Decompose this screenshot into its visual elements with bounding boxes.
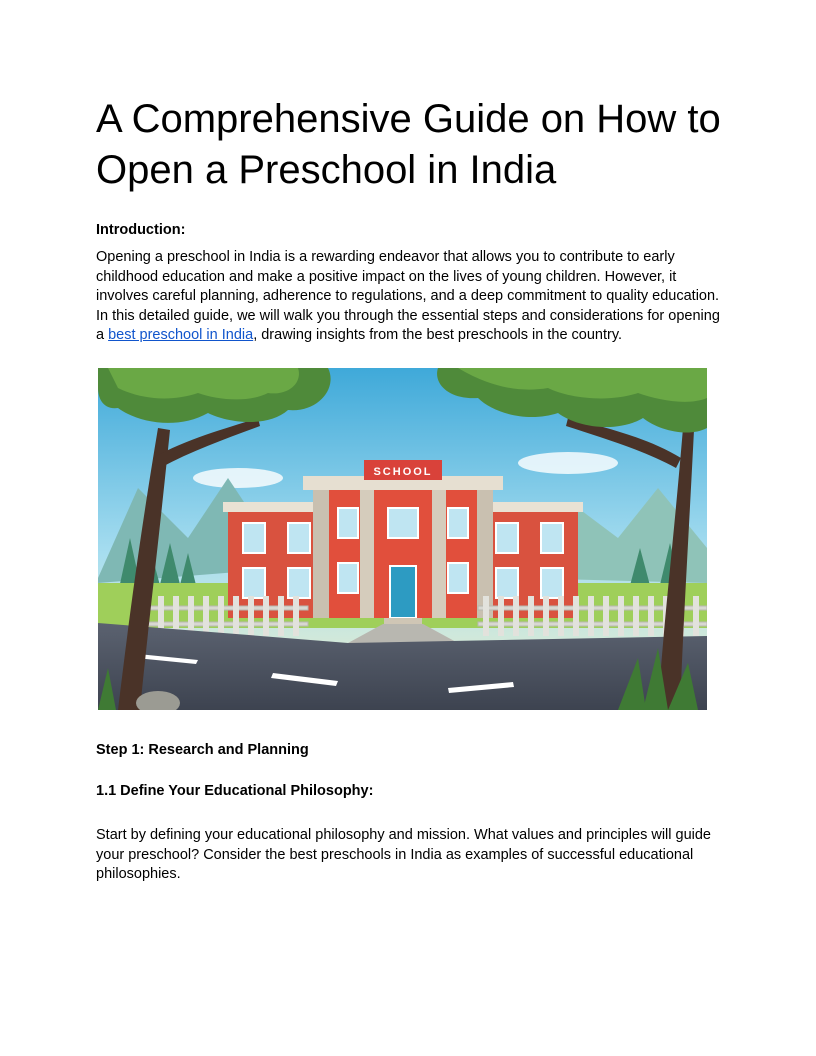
school-sign-text: SCHOOL (373, 466, 433, 478)
intro-heading: Introduction: (96, 222, 186, 238)
section-1-1-heading: 1.1 Define Your Educational Philosophy: (96, 783, 374, 799)
section-1-1-paragraph: Start by defining your educational philosophy and mission. What values and principles will guide your preschool? Consider the best preschools in India as examples of successful educational philosophies. (96, 827, 711, 883)
school-illustration-svg (98, 368, 707, 710)
page-title: A Comprehensive Guide on How to Open a Preschool in India (96, 97, 721, 192)
intro-text-end: , drawing insights from the best preschools in the country. (253, 327, 623, 344)
step-1-heading: Step 1: Research and Planning (96, 742, 309, 758)
intro-text-start: Opening a preschool in India is a rewarding endeavor that allows you to contribute to early childhood education and make a positive impact on the lives of young children. However, it involves careful planning, adherence to regulations, and a deep commitment to quality education. In this detailed guide, we will walk you through the essential steps and considerations for opening a (96, 249, 720, 344)
school-illustration (98, 368, 707, 710)
cloud (193, 468, 283, 488)
best-preschool-link[interactable]: best preschool in India (108, 327, 254, 344)
cloud (518, 452, 618, 474)
intro-paragraph (96, 248, 726, 346)
